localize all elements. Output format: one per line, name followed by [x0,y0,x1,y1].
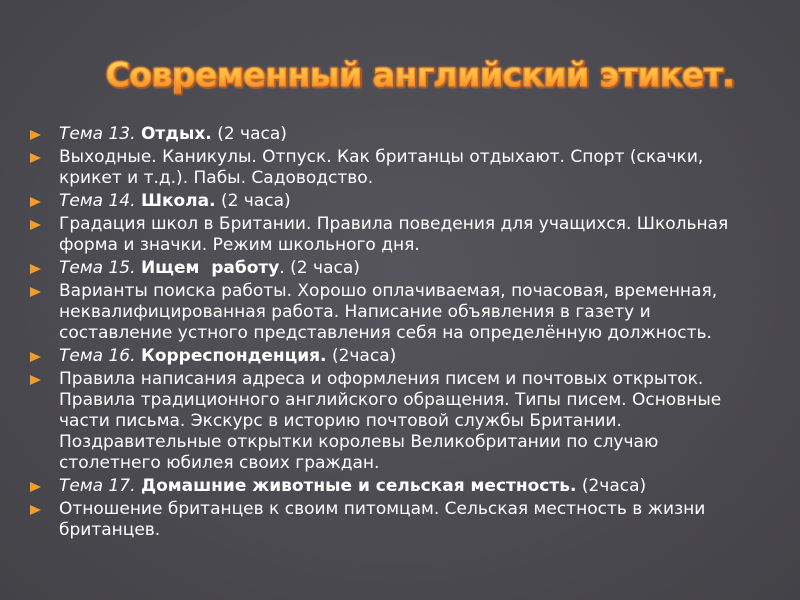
topic-name: Домашние животные и сельская местность. [140,476,577,496]
topic-description: Варианты поиска работы. Хорошо оплачиваемая, почасовая, временная, неквалифицированная работа. Написание объявления в газету и составление устного представления себя на определённую должность. [59,281,718,343]
triangle-bullet-icon [30,287,41,297]
topic-list [28,124,763,543]
topic-number: Тема 17. [59,476,136,496]
list-item [28,214,763,256]
list-item [28,147,763,189]
triangle-bullet-icon [30,352,41,362]
topic-hours: . (2 часа) [279,258,360,278]
topic-hours: (2часа) [581,476,647,496]
topic-name: Школа. [140,191,216,211]
triangle-bullet-icon [30,505,41,515]
topic-name: Корреспонденция. [140,346,327,366]
topic-name: Ищем работу [140,258,280,278]
triangle-bullet-icon [30,197,41,207]
topic-description: Правила написания адреса и оформления писем и почтовых открыток. Правила традиционного английского обращения. Типы писем. Основные части письма. Экскурс в историю почтовой службы Британии. Поздравительные открытки королевы Великобритании по случаю столетнего юбилея своих граждан. [59,369,722,473]
triangle-bullet-icon [30,220,41,230]
triangle-bullet-icon [30,153,41,163]
list-item [28,191,763,212]
list-item [28,476,763,497]
topic-number: Тема 13. [59,124,136,144]
list-item [28,124,763,145]
topic-description: Выходные. Каникулы. Отпуск. Как британцы отдыхают. Спорт (скачки, крикет и т.д.). Пабы. Садоводство. [59,147,704,188]
list-item [28,281,763,344]
topic-number: Тема 14. [59,191,136,211]
topic-name: Отдых. [140,124,212,144]
triangle-bullet-icon [30,130,41,140]
topic-hours: (2 часа) [220,191,291,211]
list-item [28,369,763,474]
list-item [28,346,763,367]
topic-hours: (2часа) [331,346,397,366]
slide-title: Современный английский этикет. [105,55,735,94]
topic-number: Тема 15. [59,258,136,278]
triangle-bullet-icon [30,482,41,492]
topic-description: Отношение британцев к своим питомцам. Сельская местность в жизни британцев. [59,499,706,540]
list-item [28,499,763,541]
topic-hours: (2 часа) [217,124,287,144]
topic-description: Градация школ в Британии. Правила поведения для учащихся. Школьная форма и значки. Режим школьного дня. [59,214,729,255]
triangle-bullet-icon [30,264,41,274]
triangle-bullet-icon [30,375,41,385]
list-item [28,258,763,279]
topic-number: Тема 16. [59,346,136,366]
